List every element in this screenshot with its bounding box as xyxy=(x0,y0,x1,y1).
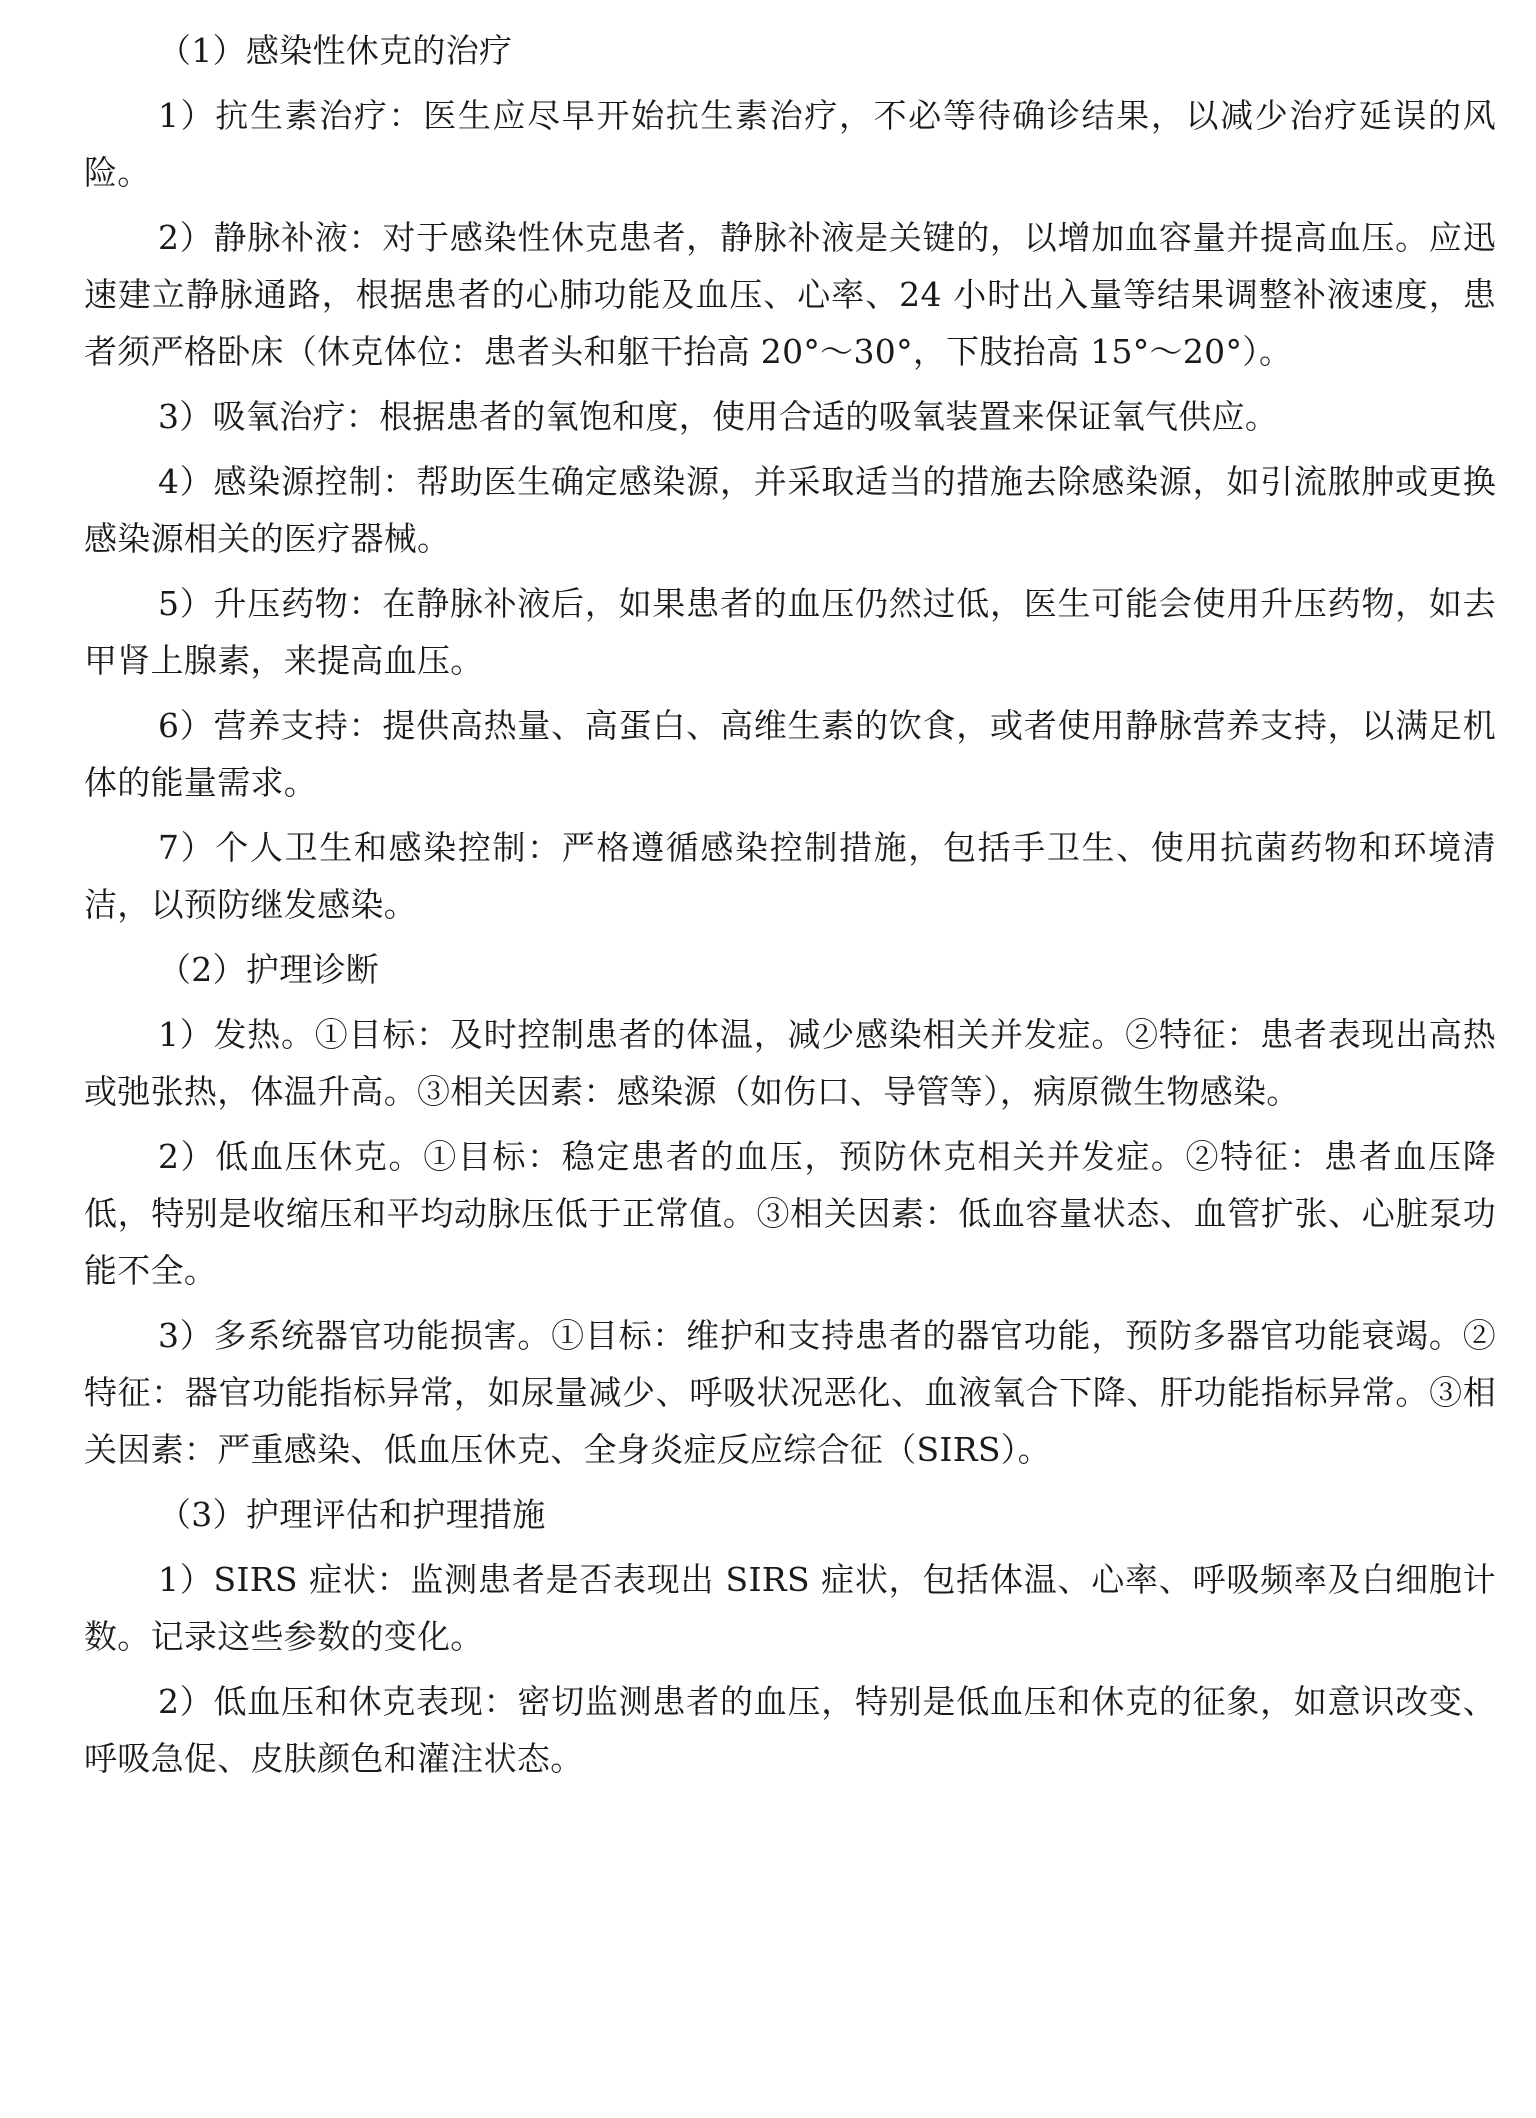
paragraph-vasopressors: 5）升压药物：在静脉补液后，如果患者的血压仍然过低，医生可能会使用升压药物，如去甲肾上腺素，来提高血压。 xyxy=(84,584,1496,680)
paragraph-antibiotic-therapy: 1）抗生素治疗：医生应尽早开始抗生素治疗，不必等待确诊结果，以减少治疗延误的风险。 xyxy=(84,96,1496,192)
section-heading-septic-shock-treatment: （1）感染性休克的治疗 xyxy=(158,31,513,70)
paragraph-sirs-symptoms: 1）SIRS 症状：监测患者是否表现出 SIRS 症状，包括体温、心率、呼吸频率及白细胞计数。记录这些参数的变化。 xyxy=(84,1560,1496,1656)
section-heading-nursing-assessment: （3）护理评估和护理措施 xyxy=(158,1495,546,1534)
paragraph-nutrition-support: 6）营养支持：提供高热量、高蛋白、高维生素的饮食，或者使用静脉营养支持，以满足机体的能量需求。 xyxy=(84,706,1496,802)
paragraph-hypotensive-shock: 2）低血压休克。①目标：稳定患者的血压，预防休克相关并发症。②特征：患者血压降低，特别是收缩压和平均动脉压低于正常值。③相关因素：低血容量状态、血管扩张、心脏泵功能不全。 xyxy=(84,1137,1496,1290)
paragraph-fever: 1）发热。①目标：及时控制患者的体温，减少感染相关并发症。②特征：患者表现出高热或弛张热，体温升高。③相关因素：感染源（如伤口、导管等），病原微生物感染。 xyxy=(84,1015,1496,1111)
section-heading-nursing-diagnosis: （2）护理诊断 xyxy=(158,950,380,989)
paragraph-multi-organ-dysfunction: 3）多系统器官功能损害。①目标：维护和支持患者的器官功能，预防多器官功能衰竭。②特征：器官功能指标异常，如尿量减少、呼吸状况恶化、血液氧合下降、肝功能指标异常。③相关因素：严重感染、低血压休克、全身炎症反应综合征（SIRS）。 xyxy=(84,1316,1496,1469)
document-page xyxy=(84,22,1496,1795)
paragraph-hypotension-shock-signs: 2）低血压和休克表现：密切监测患者的血压，特别是低血压和休克的征象，如意识改变、呼吸急促、皮肤颜色和灌注状态。 xyxy=(84,1682,1496,1778)
paragraph-hygiene-infection-control: 7）个人卫生和感染控制：严格遵循感染控制措施，包括手卫生、使用抗菌药物和环境清洁，以预防继发感染。 xyxy=(84,828,1496,924)
paragraph-iv-fluids: 2）静脉补液：对于感染性休克患者，静脉补液是关键的，以增加血容量并提高血压。应迅速建立静脉通路，根据患者的心肺功能及血压、心率、24 小时出入量等结果调整补液速度，患者须严格卧床（休克体位：患者头和躯干抬高 20°～30°，下肢抬高 15°～20°）。 xyxy=(84,218,1496,371)
paragraph-infection-source-control: 4）感染源控制：帮助医生确定感染源，并采取适当的措施去除感染源，如引流脓肿或更换感染源相关的医疗器械。 xyxy=(84,462,1496,558)
paragraph-oxygen-therapy: 3）吸氧治疗：根据患者的氧饱和度，使用合适的吸氧装置来保证氧气供应。 xyxy=(158,397,1279,436)
